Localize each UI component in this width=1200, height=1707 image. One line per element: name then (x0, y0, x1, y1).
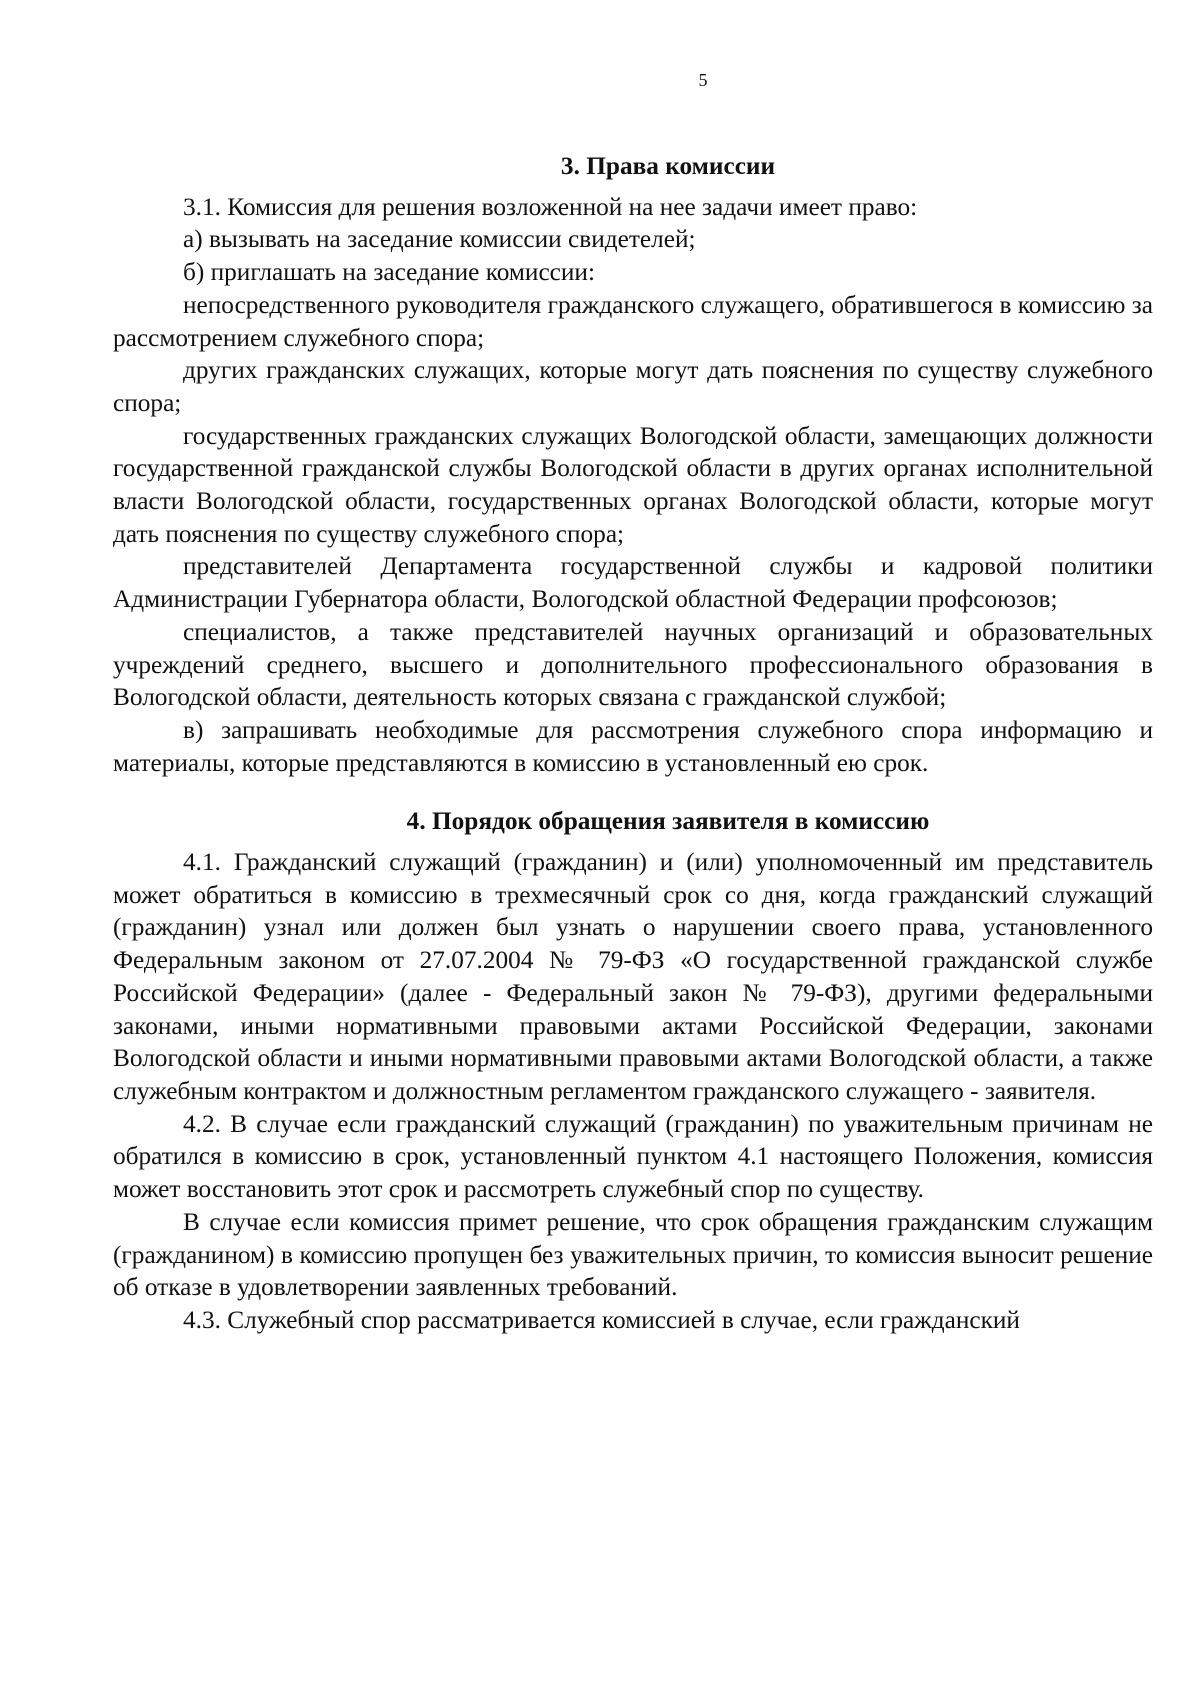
document-body (113, 150, 1153, 1337)
section-4-heading: 4. Порядок обращения заявителя в комиссию (406, 807, 930, 836)
page-number: 5 (698, 70, 708, 90)
paragraph-4-2-cont: В случае если комиссия примет решение, что срок обращения гражданским служащим (гражданином) в комиссию пропущен без уважительных причин, то комиссия выносит решение об отказе в удовлетворении заявленных требований. (113, 1207, 1153, 1302)
paragraph-3-1: 3.1. Комиссия для решения возложенной на нее задачи имеет право: (183, 192, 918, 221)
paragraph-4-1: 4.1. Гражданский служащий (гражданин) и (или) уполномоченный им представитель может обратиться в комиссию в трехмесячный срок со дня, когда гражданский служащий (гражданин) узнал или должен был узнать о нарушении своего права, установленного Федеральным законом от 27.07.2004 № 79-ФЗ «О государственной гражданской службе Российской Федерации» (далее - Федеральный закон № 79-ФЗ), другими федеральными законами, иными нормативными правовыми актами Российской Федерации, законами Вологодской области и иными нормативными правовыми актами Вологодской области, а также служебным контрактом и должностным регламентом гражданского служащего - заявителя. (113, 848, 1153, 1105)
paragraph-3-1-b-3: государственных гражданских служащих Вологодской области, замещающих должности государственной гражданской службы Вологодской области в других органах исполнительной власти Вологодской области, государственных органах Вологодской области, которые могут дать пояснения по существу служебного спора; (113, 421, 1153, 548)
paragraph-3-1-v: в) запрашивать необходимые для рассмотрения служебного спора информацию и материалы, которые представляются в комиссию в установленный ею срок. (113, 715, 1153, 777)
paragraph-4-2: 4.2. В случае если гражданский служащий (гражданин) по уважительным причинам не обратился в комиссию в срок, установленный пунктом 4.1 настоящего Положения, комиссия может восстановить этот срок и рассмотреть служебный спор по существу. (113, 1109, 1153, 1204)
paragraph-4-3: 4.3. Служебный спор рассматривается комиссией в случае, если гражданский (183, 1305, 1020, 1334)
paragraph-3-1-b: б) приглашать на заседание комиссии: (183, 258, 596, 287)
paragraph-3-1-b-5: специалистов, а также представителей научных организаций и образовательных учреждений среднего, высшего и дополнительного профессионального образования в Вологодской области, деятельность которых связана с гражданской службой; (113, 617, 1153, 712)
paragraph-3-1-b-4: представителей Департамента государственной службы и кадровой политики Администрации Губернатора области, Вологодской областной Федерации профсоюзов; (113, 552, 1153, 614)
section-3-heading: 3. Права комиссии (560, 152, 776, 180)
paragraph-3-1-b-1: непосредственного руководителя гражданского служащего, обратившегося в комиссию за рассмотрением служебного спора; (113, 290, 1153, 352)
paragraph-3-1-a: а) вызывать на заседание комиссии свидетелей; (183, 225, 696, 254)
paragraph-3-1-b-2: других гражданских служащих, которые могут дать пояснения по существу служебного спора; (113, 356, 1153, 417)
